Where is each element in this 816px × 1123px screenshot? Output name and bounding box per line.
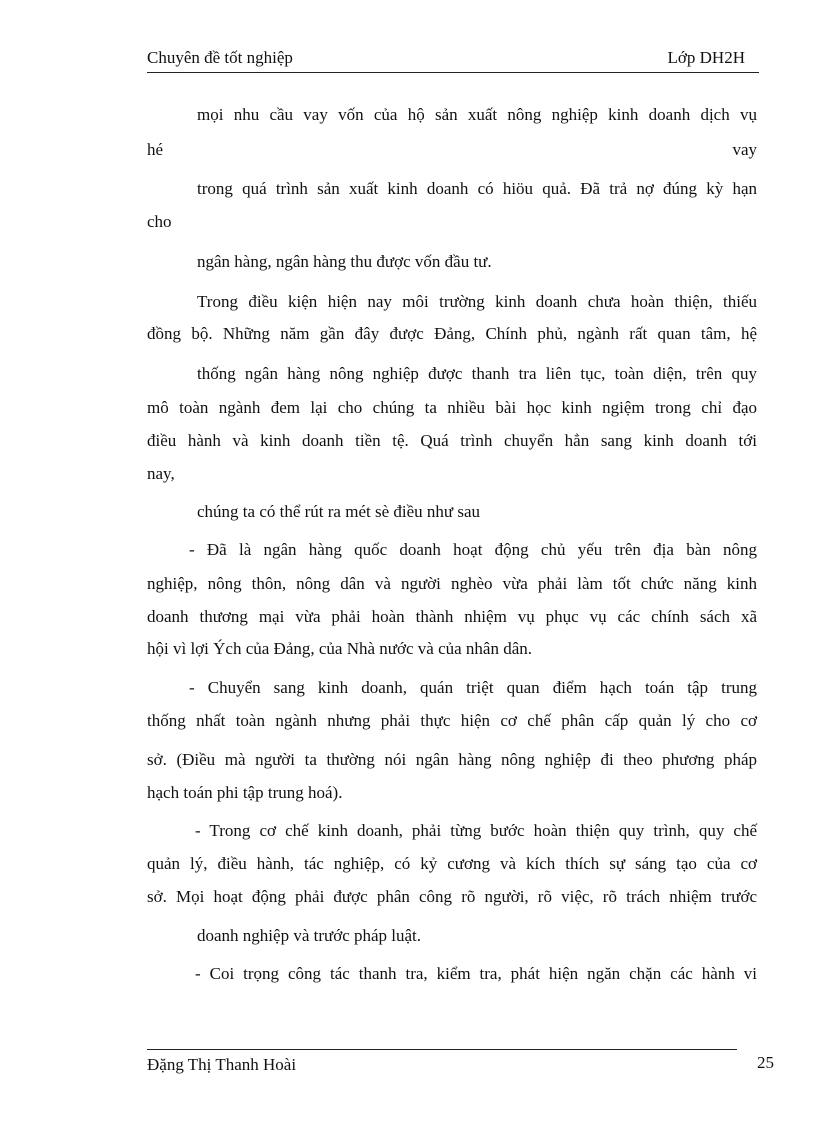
text-line: nghiệp, nông thôn, nông dân và người nghèo vừa phải làm tốt chức năng kinh xyxy=(147,574,757,593)
text-line: điều hành và kinh doanh tiền tệ. Quá trình chuyển hẳn sang kinh doanh tới xyxy=(147,431,757,450)
text-line: cho xyxy=(147,212,172,231)
text-line: mô toàn ngành đem lại cho chúng ta nhiều bài học kinh ngiệm trong chỉ đạo xyxy=(147,398,757,417)
text-line: Trong điều kiện hiện nay môi trường kinh doanh chưa hoàn thiện, thiếu xyxy=(197,292,757,311)
text-line: doanh thương mại vừa phải hoàn thành nhiệm vụ phục vụ các chính sách xã xyxy=(147,607,757,626)
text-line: - Chuyển sang kinh doanh, quán triệt quan điểm hạch toán tập trung xyxy=(189,678,757,697)
text-line: thống ngân hàng nông nghiệp được thanh tra liên tục, toàn diện, trên quy xyxy=(197,364,757,383)
text-line: quản lý, điều hành, tác nghiệp, có kỷ cương và kích thích sự sáng tạo của cơ xyxy=(147,854,757,873)
text-fragment: vay xyxy=(732,140,757,159)
text-line: chúng ta có thể rút ra mét sè điều như sau xyxy=(197,502,481,521)
text-line: đồng bộ. Những năm gần đây được Đảng, Chính phủ, ngành rất quan tâm, hệ xyxy=(147,324,757,343)
text-line: thống nhất toàn ngành nhưng phải thực hiện cơ chế phân cấp quản lý cho cơ xyxy=(147,711,757,730)
text-line: nay, xyxy=(147,464,175,483)
text-line: hạch toán phi tập trung hoá). xyxy=(147,783,343,802)
text-line: mọi nhu cầu vay vốn của hộ sản xuất nông nghiệp kinh doanh dịch vụ xyxy=(197,105,757,124)
footer-author: Đặng Thị Thanh Hoài xyxy=(147,1055,297,1074)
page-number: 25 xyxy=(757,1053,774,1072)
text-line: hội vì lợi Ých của Đảng, của Nhà nước và của nhân dân. xyxy=(147,639,533,658)
page-footer xyxy=(147,1049,737,1080)
text-line: trong quá trình sản xuất kinh doanh có hiöu quả. Đã trả nợ đúng kỳ hạn xyxy=(197,179,757,198)
text-fragment: hé xyxy=(147,140,164,159)
text-line: ngân hàng, ngân hàng thu được vốn đầu tư. xyxy=(197,252,492,271)
header-title: Chuyên đề tốt nghiệp xyxy=(147,48,293,67)
text-line: sở. Mọi hoạt động phải được phân công rõ người, rõ việc, rõ trách nhiệm trước xyxy=(147,887,757,906)
text-line: sở. (Điều mà người ta thường nói ngân hàng nông nghiệp đi theo phương pháp xyxy=(147,750,757,769)
text-line: - Trong cơ chế kinh doanh, phải từng bước hoàn thiện quy trình, quy chế xyxy=(195,821,757,840)
text-line: - Coi trọng công tác thanh tra, kiểm tra, phát hiện ngăn chặn các hành vi xyxy=(195,964,757,983)
page-header xyxy=(147,46,759,73)
text-line: doanh nghiệp và trước pháp luật. xyxy=(197,926,422,945)
text-line: - Đã là ngân hàng quốc doanh hoạt động chủ yếu trên địa bàn nông xyxy=(189,540,757,559)
text-line-split xyxy=(147,138,757,162)
header-class: Lớp DH2H xyxy=(667,48,745,67)
